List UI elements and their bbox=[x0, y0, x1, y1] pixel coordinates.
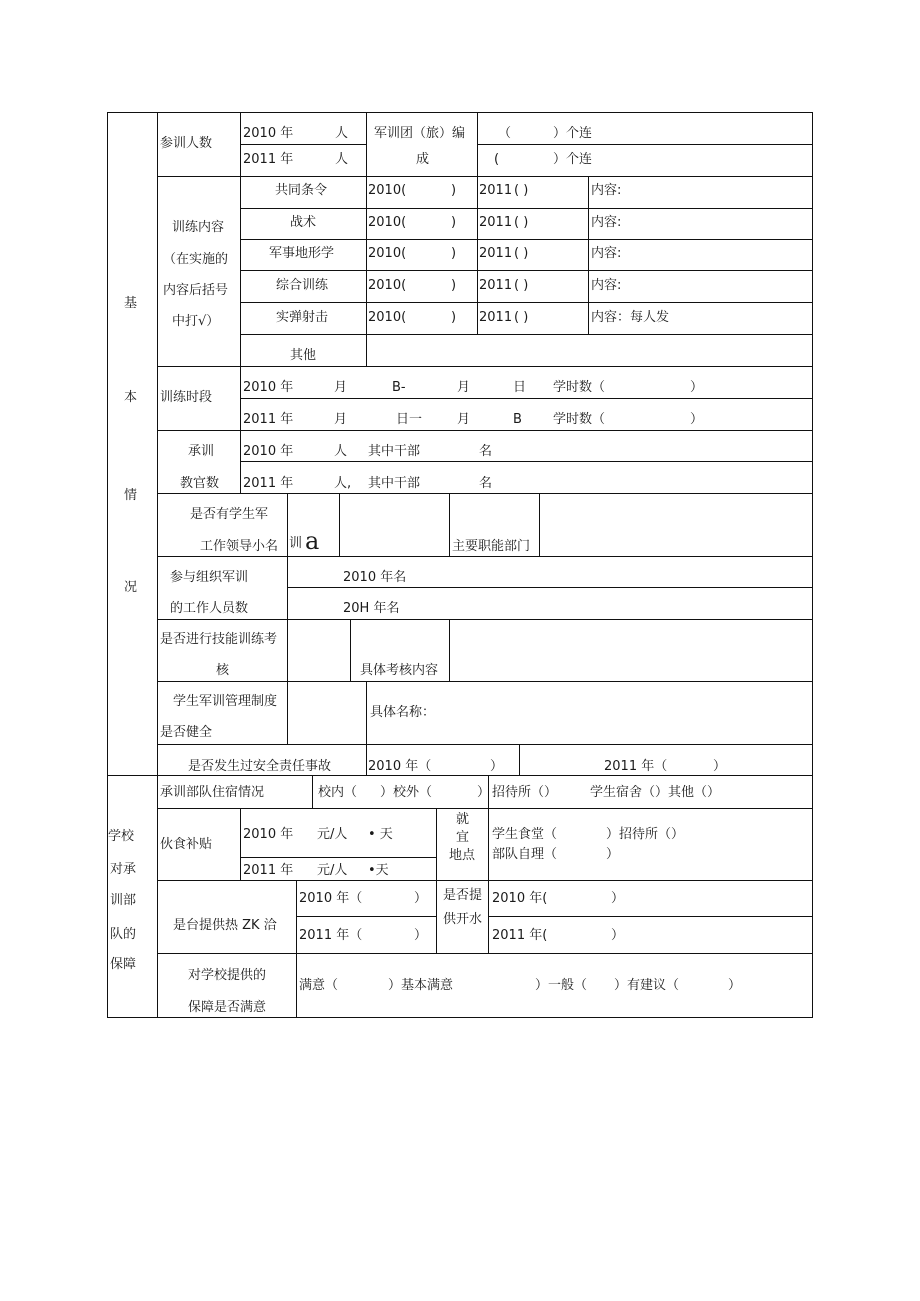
content-label-3: 内容后括号 bbox=[163, 283, 229, 298]
housing-option-dorm: 学生宿舍（）其他（） bbox=[590, 785, 721, 800]
content-item-2010-close: ) bbox=[451, 310, 457, 325]
org-label-2: 成 bbox=[416, 152, 430, 167]
leadership-label-2: 工作领导小名 bbox=[200, 539, 279, 554]
period-2011-day: B bbox=[513, 412, 522, 427]
line bbox=[539, 493, 540, 556]
housing-campus: 校内（ bbox=[318, 785, 358, 800]
instructors-label-1: 承训 bbox=[188, 444, 215, 459]
org-2010-close: ）个连 bbox=[553, 126, 593, 141]
rules-detail: 具体名称： bbox=[370, 705, 436, 720]
leadership-dept: 主要职能部门 bbox=[452, 539, 531, 554]
line bbox=[488, 916, 813, 917]
org-2010-open: （ bbox=[498, 126, 512, 141]
line bbox=[157, 366, 813, 367]
satisfaction-opt-basic: ）基本满意 bbox=[388, 978, 454, 993]
content-item-name: 战术 bbox=[290, 215, 317, 230]
satisfaction-opt-satisfied: 满意（ bbox=[299, 978, 339, 993]
border-top bbox=[107, 112, 813, 113]
staff-label-1: 参与组织军训 bbox=[170, 570, 249, 585]
period-2010-day: 日 bbox=[513, 380, 527, 395]
line bbox=[157, 880, 813, 881]
line bbox=[157, 808, 813, 809]
meal-place-1: 就 bbox=[456, 812, 470, 827]
water-2011: 2011 年( bbox=[492, 928, 548, 943]
satisfaction-opt-suggest: ）有建议（ bbox=[614, 978, 680, 993]
support-side-1: 学校 bbox=[108, 829, 135, 844]
line bbox=[350, 619, 351, 681]
period-2010-hours-close: ） bbox=[690, 380, 704, 395]
period-label: 训练时段 bbox=[160, 390, 213, 405]
content-item-2011: 2011 bbox=[479, 246, 513, 261]
content-label-1: 训练内容 bbox=[172, 220, 225, 235]
line bbox=[449, 493, 450, 556]
side-label-3: 情 bbox=[124, 488, 138, 503]
housing-label: 承训部队住宿情况 bbox=[160, 785, 265, 800]
line bbox=[240, 461, 813, 462]
leadership-label-1: 是否有学生军 bbox=[190, 507, 269, 522]
content-item-note: 内容: bbox=[591, 215, 622, 230]
support-side-3: 训部 bbox=[110, 893, 137, 908]
meal-2011-day: •天 bbox=[368, 863, 389, 878]
line bbox=[366, 112, 367, 176]
staff-2010: 2010 年名 bbox=[343, 570, 407, 585]
support-side-2: 对承 bbox=[110, 862, 137, 877]
content-item-name: 军事地形学 bbox=[269, 246, 335, 261]
water-label-1: 是否提 bbox=[443, 888, 483, 903]
water-label-2: 供开水 bbox=[443, 912, 483, 927]
line bbox=[157, 681, 813, 682]
line bbox=[519, 744, 520, 775]
meal-opt-canteen: 学生食堂（ bbox=[492, 827, 558, 842]
period-2010-year: 2010 年 bbox=[243, 380, 294, 395]
line bbox=[287, 681, 288, 744]
instructors-2010-unit: 人 bbox=[334, 444, 348, 459]
participants-label: 参训人数 bbox=[160, 136, 213, 151]
content-item-note: 内容: bbox=[591, 183, 622, 198]
bath-2010-close: ） bbox=[414, 891, 428, 906]
instructors-2011-count: 名 bbox=[479, 476, 493, 491]
meal-2010-day: • 天 bbox=[368, 827, 393, 842]
bath-2010: 2010 年（ bbox=[299, 891, 363, 906]
line bbox=[240, 239, 813, 240]
period-2011-hours: 学时数（ bbox=[553, 412, 606, 427]
line bbox=[157, 744, 813, 745]
line bbox=[488, 808, 489, 880]
bath-label: 是台提供热 ZK 洽 bbox=[173, 918, 277, 933]
period-2011-hours-close: ） bbox=[690, 412, 704, 427]
line bbox=[240, 334, 813, 335]
housing-offcampus-close: ） bbox=[477, 785, 491, 800]
satisfaction-opt-average: ）一般（ bbox=[535, 978, 588, 993]
line bbox=[240, 302, 813, 303]
leadership-mark: a bbox=[305, 527, 320, 555]
bath-2011: 2011 年（ bbox=[299, 928, 363, 943]
line bbox=[240, 144, 366, 145]
content-item-2010: 2010( bbox=[368, 278, 407, 293]
line bbox=[477, 144, 813, 145]
line bbox=[157, 619, 813, 620]
content-item-2010-close: ) bbox=[451, 215, 457, 230]
content-item-2010-close: ) bbox=[451, 246, 457, 261]
line bbox=[157, 556, 813, 557]
satisfaction-opt-close: ） bbox=[728, 978, 742, 993]
content-item-2011: 2011 bbox=[479, 183, 513, 198]
participants-2011-unit: 人 bbox=[335, 152, 349, 167]
line bbox=[366, 744, 367, 775]
accident-2011: 2011 年（ bbox=[604, 759, 668, 774]
rules-label-1: 学生军训管理制度 bbox=[173, 694, 278, 709]
content-item-name: 综合训练 bbox=[276, 278, 329, 293]
line bbox=[449, 619, 450, 681]
water-2010-close: ） bbox=[611, 891, 625, 906]
leadership-suffix: 训 bbox=[289, 536, 303, 551]
content-item-name: 实弹射击 bbox=[276, 310, 329, 325]
content-item-2010-close: ) bbox=[451, 278, 457, 293]
border-bottom bbox=[107, 1017, 813, 1018]
side-label-4: 况 bbox=[124, 580, 138, 595]
line bbox=[366, 681, 367, 744]
bath-2011-close: ） bbox=[414, 928, 428, 943]
line bbox=[588, 176, 589, 334]
content-item-2011-check: ( ) bbox=[514, 215, 529, 230]
content-item-2010: 2010( bbox=[368, 183, 407, 198]
content-item-2010: 2010( bbox=[368, 246, 407, 261]
housing-option-guesthouse: 招待所（） bbox=[492, 785, 558, 800]
content-item-2011-check: ( ) bbox=[514, 246, 529, 261]
period-2010-month2: 月 bbox=[457, 380, 471, 395]
content-item-2010: 2010( bbox=[368, 310, 407, 325]
period-2011-month: 月 bbox=[334, 412, 348, 427]
content-item-2011: 2011 bbox=[479, 215, 513, 230]
content-item-2011: 2011 bbox=[479, 278, 513, 293]
exam-label-1: 是否进行技能训练考 bbox=[160, 632, 278, 647]
staff-2011: 20H 年名 bbox=[343, 601, 400, 616]
water-2011-close: ） bbox=[611, 928, 625, 943]
meal-2010-rate: 元/人 bbox=[317, 827, 348, 842]
line bbox=[296, 953, 297, 1017]
meal-2011-year: 2011 年 bbox=[243, 863, 294, 878]
org-2011-open: ( bbox=[494, 152, 500, 167]
accident-2010: 2010 年（ bbox=[368, 759, 432, 774]
line bbox=[436, 880, 437, 953]
content-item-2010: 2010( bbox=[368, 215, 407, 230]
line bbox=[296, 916, 436, 917]
instructors-2010-count: 名 bbox=[479, 444, 493, 459]
line bbox=[240, 208, 813, 209]
line bbox=[240, 398, 813, 399]
content-item-name: 共同条令 bbox=[275, 183, 328, 198]
content-item-note: 内容：每人发 bbox=[591, 310, 670, 325]
content-item-2011-check: ( ) bbox=[514, 310, 529, 325]
line bbox=[240, 176, 241, 366]
line bbox=[287, 619, 288, 681]
side-divider bbox=[157, 112, 158, 1018]
meal-opt-guesthouse: ）招待所（） bbox=[606, 827, 685, 842]
line bbox=[287, 493, 288, 556]
content-item-2011: 2011 bbox=[479, 310, 513, 325]
meal-place-3: 地点 bbox=[449, 848, 476, 863]
instructors-2010-year: 2010 年 bbox=[243, 444, 294, 459]
meal-place-2: 宜 bbox=[456, 830, 470, 845]
staff-label-2: 的工作人员数 bbox=[170, 601, 249, 616]
line bbox=[477, 176, 478, 334]
meal-opt-self: 部队自理（ bbox=[492, 847, 558, 862]
instructors-2011-year: 2011 年 bbox=[243, 476, 294, 491]
line bbox=[312, 775, 313, 808]
period-2011-year: 2011 年 bbox=[243, 412, 294, 427]
content-other: 其他 bbox=[290, 348, 317, 363]
rules-label-2: 是否健全 bbox=[160, 725, 213, 740]
instructors-2010-cadre: 其中干部 bbox=[368, 444, 421, 459]
support-side-5: 保障 bbox=[110, 957, 137, 972]
period-2010-day-to: B- bbox=[392, 380, 406, 395]
content-item-2011-check: ( ) bbox=[514, 183, 529, 198]
water-2010: 2010 年( bbox=[492, 891, 548, 906]
housing-offcampus: ）校外（ bbox=[380, 785, 433, 800]
line bbox=[240, 808, 241, 880]
line bbox=[107, 775, 813, 776]
line bbox=[157, 953, 813, 954]
instructors-2011-unit: 人, bbox=[334, 476, 352, 491]
accident-2010-close: ） bbox=[490, 759, 504, 774]
side-label-2: 本 bbox=[124, 390, 138, 405]
line bbox=[157, 493, 813, 494]
line bbox=[339, 493, 340, 556]
content-label-2: （在实施的 bbox=[163, 252, 229, 267]
satisfaction-label-2: 保障是否满意 bbox=[188, 1000, 267, 1015]
line bbox=[157, 430, 813, 431]
border-left bbox=[107, 112, 108, 1018]
participants-2010-unit: 人 bbox=[335, 126, 349, 141]
support-side-4: 队的 bbox=[110, 927, 137, 942]
org-2011-close: ）个连 bbox=[553, 152, 593, 167]
instructors-label-2: 教官数 bbox=[180, 476, 220, 491]
exam-label-2: 核 bbox=[216, 663, 230, 678]
content-item-2010-close: ) bbox=[451, 183, 457, 198]
content-item-note: 内容: bbox=[591, 278, 622, 293]
instructors-2011-cadre: 其中干部 bbox=[368, 476, 421, 491]
content-item-2011-check: ( ) bbox=[514, 278, 529, 293]
period-2010-month: 月 bbox=[334, 380, 348, 395]
org-label-1: 军训团（旅）编 bbox=[374, 126, 466, 141]
accident-label: 是否发生过安全责任事故 bbox=[188, 759, 332, 774]
participants-2010-year: 2010 年 bbox=[243, 126, 294, 141]
content-label-4: 中打√） bbox=[172, 314, 220, 329]
participants-2011-year: 2011 年 bbox=[243, 152, 294, 167]
exam-detail: 具体考核内容 bbox=[360, 663, 439, 678]
line bbox=[240, 270, 813, 271]
border-right bbox=[812, 112, 813, 1018]
line bbox=[366, 176, 367, 366]
meal-label: 伙食补贴 bbox=[160, 837, 213, 852]
line bbox=[287, 587, 813, 588]
line bbox=[157, 176, 813, 177]
line bbox=[436, 808, 437, 880]
period-2011-month2: 月 bbox=[457, 412, 471, 427]
period-2010-hours: 学时数（ bbox=[553, 380, 606, 395]
meal-opt-self-close: ） bbox=[606, 847, 620, 862]
period-2011-day-to: 日一 bbox=[396, 412, 423, 427]
meal-2010-year: 2010 年 bbox=[243, 827, 294, 842]
satisfaction-label-1: 对学校提供的 bbox=[188, 968, 267, 983]
content-item-note: 内容: bbox=[591, 246, 622, 261]
side-label-1: 基 bbox=[124, 296, 138, 311]
accident-2011-close: ） bbox=[713, 759, 727, 774]
meal-2011-rate: 元/人 bbox=[317, 863, 348, 878]
line bbox=[240, 857, 436, 858]
